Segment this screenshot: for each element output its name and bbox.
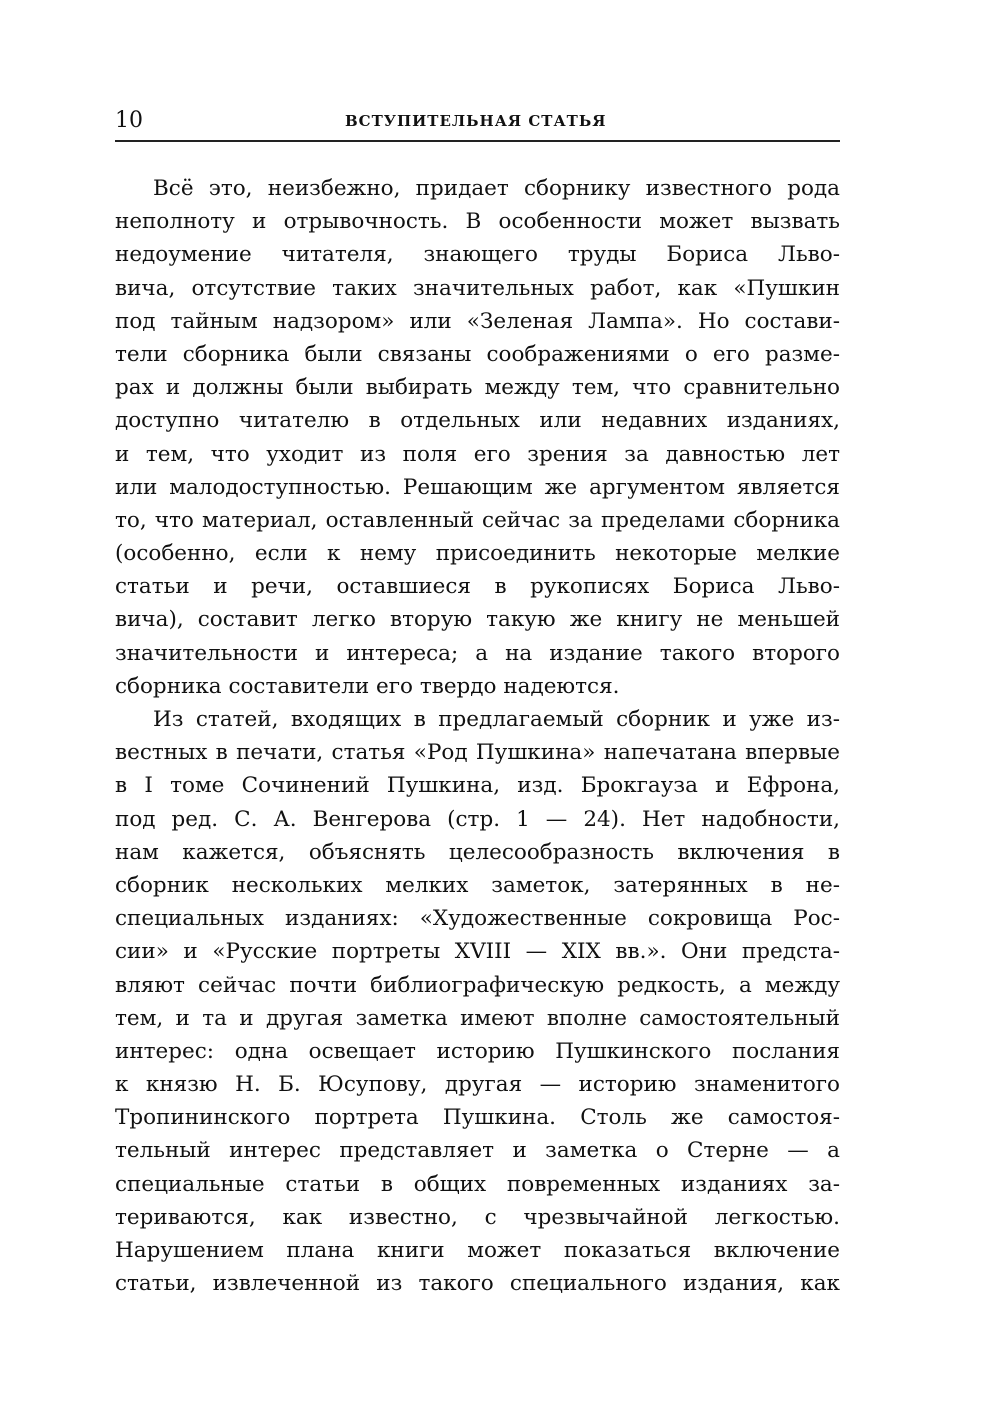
running-title: ВСТУПИТЕЛЬНАЯ СТАТЬЯ [345, 112, 607, 130]
text-line: под тайным надзором» или «Зеленая Лампа». Но состави- [115, 308, 840, 334]
text-line: вича, отсутствие таких значительных работ, как «Пушкин [115, 275, 840, 301]
paragraph-1 [115, 172, 840, 703]
text-line: то, что материал, оставленный сейчас за пределами сборника [115, 507, 840, 533]
text-line: интерес: одна освещает историю Пушкинского послания [115, 1038, 840, 1064]
text-line: доступно читателю в отдельных или недавних изданиях, [115, 408, 840, 434]
text-line: к князю Н. Б. Юсупову, другая — историю знаменитого [115, 1072, 840, 1098]
paragraph-2 [115, 703, 840, 1300]
text-line: (особенно, если к нему присоединить некоторые мелкие [115, 541, 840, 567]
text-line: значительности и интереса; а на издание такого второго [115, 640, 840, 666]
text-line: в I томе Сочинений Пушкина, изд. Брокгауза и Ефрона, [115, 773, 840, 799]
text-line: рах и должны были выбирать между тем, что сравнительно [115, 375, 840, 401]
text-line: недоумение читателя, знающего труды Бориса Льво- [115, 242, 840, 268]
text-line: или малодоступностью. Решающим же аргументом является [115, 474, 840, 500]
text-line: сборника составители его твердо надеются. [115, 673, 620, 699]
text-line: тельный интерес представляет и заметка о Стерне — а [115, 1138, 840, 1164]
body-text [115, 172, 840, 1300]
text-line: вестных в печати, статья «Род Пушкина» напечатана впервые [115, 740, 840, 766]
text-line: статьи и речи, оставшиеся в рукописях Бориса Льво- [115, 574, 840, 600]
text-line: неполноту и отрывочность. В особенности может вызвать [115, 209, 840, 235]
text-line: вича), составит легко вторую такую же книгу не меньшей [115, 607, 840, 633]
text-line: тем, и та и другая заметка имеют вполне самостоятельный [115, 1005, 840, 1031]
text-line: тели сборника были связаны соображениями о его разме- [115, 341, 840, 367]
text-line: сборник нескольких мелких заметок, затерянных в не- [115, 872, 840, 898]
text-line: сии» и «Русские портреты XVIII — XIX вв.». Они предста- [115, 939, 840, 965]
text-line: Из статей, входящих в предлагаемый сборник и уже из- [153, 707, 840, 732]
text-line: и тем, что уходит из поля его зрения за давностью лет [115, 441, 840, 467]
text-line: вляют сейчас почти библиографическую редкость, а между [115, 972, 840, 998]
text-line: Всё это, неизбежно, придает сборнику известного рода [153, 176, 840, 201]
text-line: нам кажется, объяснять целесообразность включения в [115, 839, 840, 865]
book-page [115, 100, 840, 1300]
text-line: Тропининского портрета Пушкина. Столь же самостоя- [115, 1105, 840, 1131]
text-line: под ред. С. А. Венгерова (стр. 1 — 24). Нет надобности, [115, 806, 840, 832]
text-line: специальные статьи в общих повременных изданиях за- [115, 1171, 840, 1197]
text-line: Нарушением плана книги может показаться включение [115, 1238, 840, 1263]
text-line: специальных изданиях: «Художественные сокровища Рос- [115, 906, 840, 932]
text-line: териваются, как известно, с чрезвычайной легкостью. [115, 1204, 840, 1230]
text-line: статьи, извлеченной из такого специального издания, как [115, 1271, 840, 1297]
running-head [115, 100, 840, 142]
page-number: 10 [115, 108, 143, 133]
